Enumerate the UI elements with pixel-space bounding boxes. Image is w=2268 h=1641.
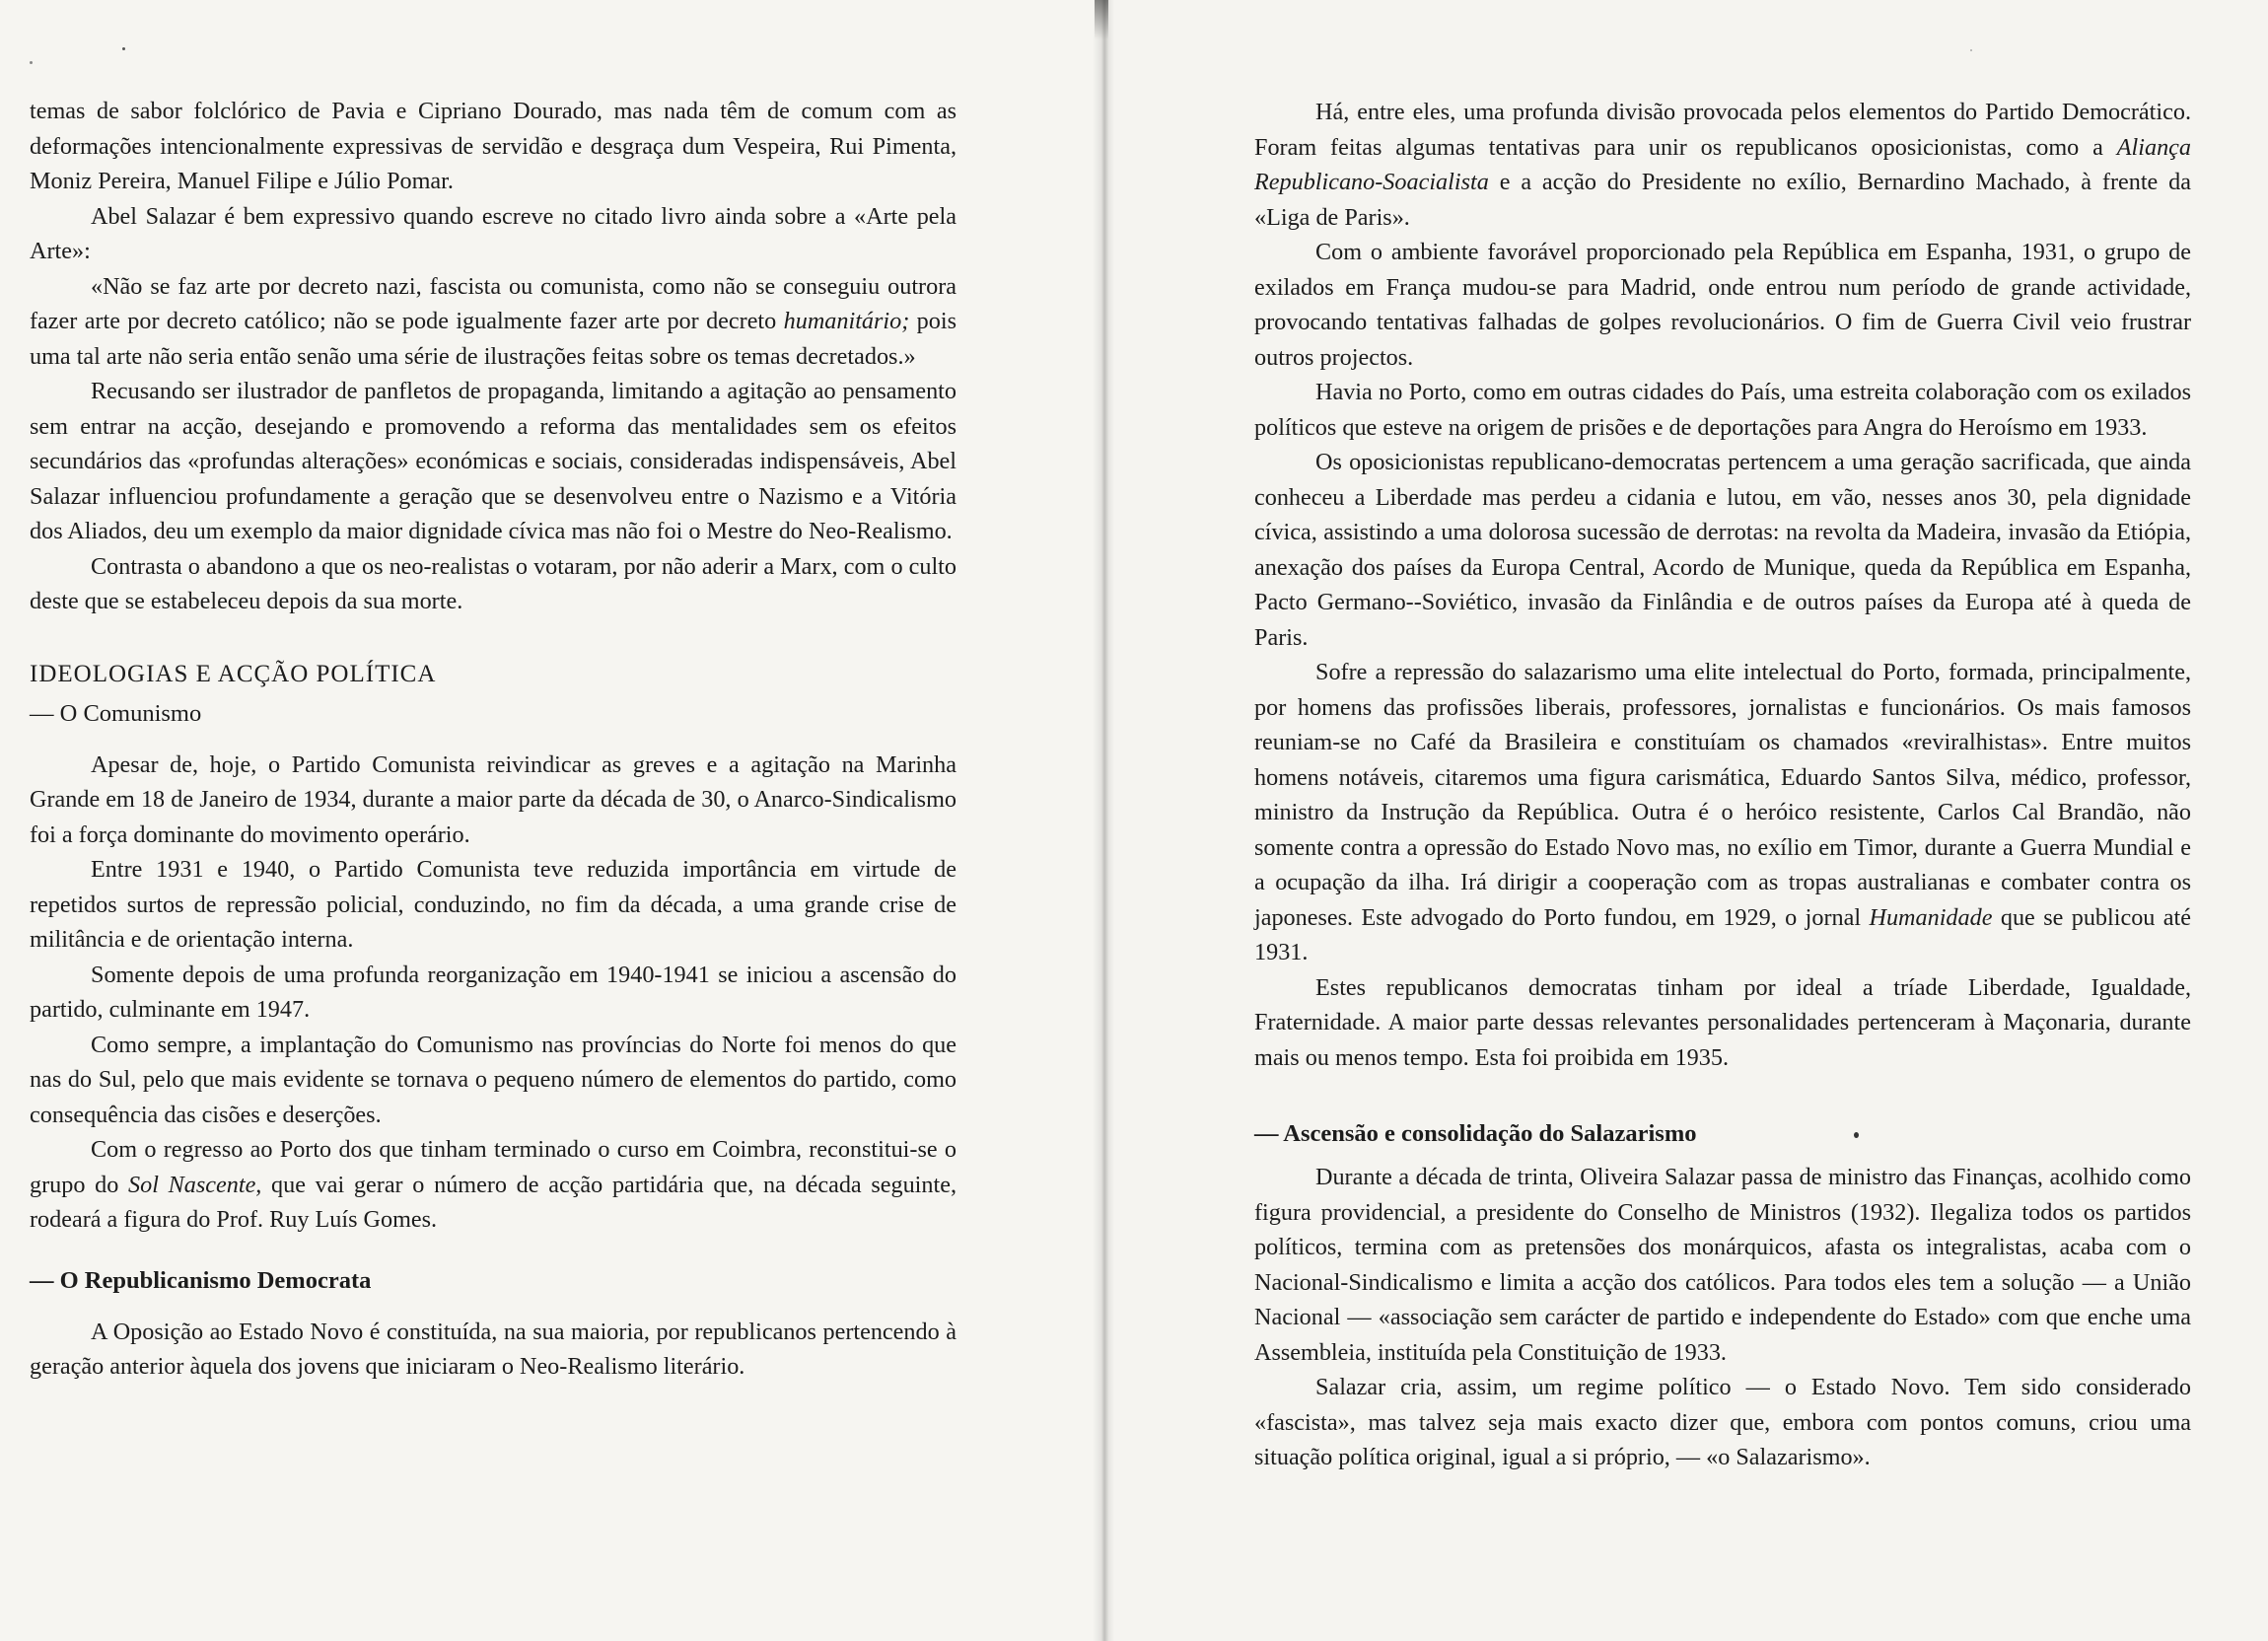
paragraph: Com o ambiente favorável proporcionado pela República em Espanha, 1931, o grupo de exilados em França mudou-se para Madrid, onde entrou num período de grande actividade, provocando tentativas falhadas de golpes revolucionários. O fim de Guerra Civil veio frustrar outros projectos. (1254, 239, 2191, 371)
newspaper-name: Humanidade (1869, 903, 1993, 931)
paragraph: Contrasta o abandono a que os neo-realistas o votaram, por não aderir a Marx, com o culto deste que se estabeleceu depois da sua morte. (30, 552, 957, 614)
quote-text: «Não se faz arte por decreto nazi, fascista ou comunista, como não se conseguiu outrora fazer arte por decreto católico; não se pode igualmente fazer arte por decreto (30, 272, 957, 334)
paragraph: A Oposição ao Estado Novo é constituída, na sua maioria, por republicanos pertencendo à geração anterior àquela dos jovens que iniciaram o Neo-Realismo literário. (30, 1318, 957, 1380)
left-page (0, 0, 1102, 1641)
left-page-text (30, 94, 957, 1385)
paragraph: Salazar cria, assim, um regime político — o Estado Novo. Tem sido considerado «fascista», mas talvez seja mais exacto dizer que, embora com pontos comuns, criou uma situação política original, igual a si próprio, — «o Salazarismo». (1254, 1374, 2191, 1470)
paragraph-text: que se publicou até 1931. (1254, 903, 2191, 965)
print-speck (122, 47, 125, 50)
paragraph (1254, 655, 2191, 970)
paragraph: Somente depois de uma profunda reorganização em 1940-1941 se iniciou a ascensão do partido, culminante em 1947. (30, 961, 957, 1023)
paragraph: Durante a década de trinta, Oliveira Salazar passa de ministro das Finanças, acolhido como figura providencial, a presidente do Conselho de Ministros (1932). Ilegaliza todos os partidos políticos, termina com as pretensões dos monárquicos, afasta os integralistas, acaba com o Nacional-Sindicalismo e limita a acção dos católicos. Para todos eles tem a solução — a União Nacional — «associação sem carácter de partido e independente do Estado» com que enche uma Assembleia, instituída pela Constituição de 1933. (1254, 1164, 2191, 1366)
paragraph: temas de sabor folclórico de Pavia e Cipriano Dourado, mas nada têm de comum com as deformações intencionalmente expressivas de servidão e desgraça dum Vespeira, Rui Pimenta, Moniz Pereira, Manuel Filipe e Júlio Pomar. (30, 98, 957, 194)
paragraph-text: e a acção do Presidente no exílio, Bernardino Machado, à frente da «Liga de Paris». (1254, 169, 2191, 231)
paragraph: Apesar de, hoje, o Partido Comunista reivindicar as greves e a agitação na Marinha Grande em 18 de Janeiro de 1934, durante a maior parte da década de 30, o Anarco-Sindicalismo foi a força dominante do movimento operário. (30, 750, 957, 848)
paragraph-text: Com o regresso ao Porto dos que tinham terminado o curso em Coimbra, reconstitui-se o grupo do (30, 1136, 957, 1198)
group-name: Sol Nascente, (128, 1171, 262, 1198)
print-speck (1970, 49, 1972, 51)
paragraph-text: Há, entre eles, uma profunda divisão provocada pelos elementos do Partido Democrático. Foram feitas algumas tentativas para unir os republicanos oposicionistas, como a (1254, 99, 2191, 161)
quote-emphasis: humanitário; (783, 308, 910, 334)
print-speck (30, 61, 33, 64)
quote-paragraph (30, 269, 957, 375)
paragraph (1254, 95, 2191, 235)
alliance-name: Aliança Republicano-Soacialista (1254, 133, 2191, 195)
paragraph: Como sempre, a implantação do Comunismo nas províncias do Norte foi menos do que nas do Sul, pelo que mais evidente se tornava o pequeno número de elementos do partido, como consequência das cisões e deserções. (30, 1031, 957, 1128)
subheading-salazarismo: — Ascensão e consolidação do Salazarismo (1254, 1120, 1697, 1147)
paragraph: Entre 1931 e 1940, o Partido Comunista teve reduzida importância em virtude de repetidos surtos de repressão policial, conduzindo, no fim da década, a uma grande crise de militância e de orientação interna. (30, 856, 957, 953)
paragraph-text: que vai gerar o número de acção partidária que, na década seguinte, rodeará a figura do Prof. Ruy Luís Gomes. (30, 1171, 957, 1233)
paragraph: Havia no Porto, como em outras cidades do País, uma estreita colaboração com os exilados políticos que esteve na origem de prisões e de deportações para Angra do Heroísmo em 1933. (1254, 379, 2191, 441)
paragraph: Recusando ser ilustrador de panfletos de propaganda, limitando a agitação ao pensamento sem entrar na acção, desejando e promovendo a reforma das mentalidades sem os efeitos secundários das «profundas alterações» económicas e sociais, consideradas indispensáveis, Abel Salazar influenciou profundamente a geração que se desenvolveu entre o Nazismo e a Vitória dos Aliados, deu um exemplo da maior dignidade cívica mas não foi o Mestre do Neo-Realismo. (30, 378, 957, 544)
section-heading: IDEOLOGIAS E ACÇÃO POLÍTICA (30, 660, 437, 687)
paragraph: Os oposicionistas republicano-democratas pertencem a uma geração sacrificada, que ainda conheceu a Liberdade mas perdeu a cidania e lutou, em vão, nesses anos 30, pela dignidade cívica, assistindo a uma dolorosa sucessão de derrotas: na revolta da Madeira, invasão da Etiópia, anexação dos países da Europa Central, Acordo de Munique, queda da República em Espanha, Pacto Germano--Soviético, invasão da Finlândia e de outros países da Europa até à queda de Paris. (1254, 449, 2191, 651)
book-gutter-shadow (1095, 0, 1108, 39)
quote-text: pois uma tal arte não seria então senão uma série de ilustrações feitas sobre os temas decretados.» (30, 308, 957, 370)
paragraph: Estes republicanos democratas tinham por ideal a tríade Liberdade, Igualdade, Fraternidade. A maior parte dessas relevantes personalidades pertenceram à Maçonaria, durante mais ou menos tempo. Esta foi proibida em 1935. (1254, 973, 2191, 1071)
right-page-text (1254, 95, 2191, 1475)
book-gutter (1093, 0, 1114, 1641)
paragraph-text: Sofre a repressão do salazarismo uma elite intelectual do Porto, formada, principalmente, por homens das profissões liberais, professores, jornalistas e funcionários. Os mais famosos reuniam-se no Café da Brasileira e constituíam os chamados «reviralhistas». Entre muitos homens notáveis, citaremos uma figura carismática, Eduardo Santos Silva, médico, professor, ministro da Instrução da República. Outra é o heróico resistente, Carlos Cal Brandão, não somente contra a opressão do Estado Novo mas, no exílio em Timor, durante a Guerra Mundial e a ocupação da ilha. Irá dirigir a cooperação com as tropas australianas e combater contra os japoneses. Este advogado do Porto fundou, em 1929, o jornal (1254, 659, 2191, 931)
paragraph: Abel Salazar é bem expressivo quando escreve no citado livro ainda sobre a «Arte pela Arte»: (30, 202, 957, 264)
subheading-republicanismo: — O Republicanismo Democrata (30, 1266, 372, 1294)
subheading-comunismo: — O Comunismo (30, 699, 202, 727)
paragraph (30, 1132, 957, 1238)
